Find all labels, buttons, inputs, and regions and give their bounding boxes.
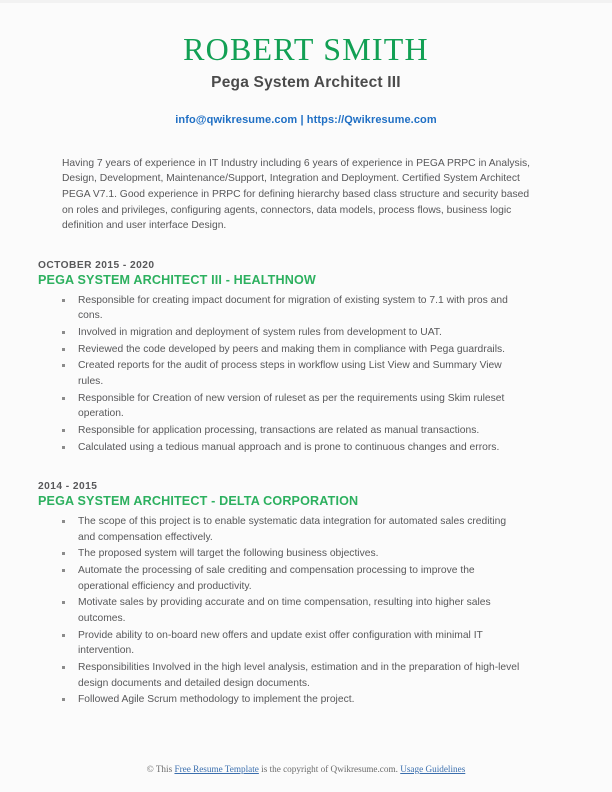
summary-paragraph: Having 7 years of experience in IT Industry including 6 years of experience in PEGA PRPC in Analysis, Design, Development, Maintenance/Support, Integration and Deployment. Certified System Architect PEGA V7.1. Good experience in PRPC for defining hierarchy based class structure and security based on roles and privileges, configuring agents, connectors, data models, process flows, business logic definition and user interface Design. (62, 157, 530, 232)
contact-website[interactable]: https://Qwikresume.com (306, 113, 437, 126)
footer-prefix: © This (146, 764, 173, 774)
list-item: Motivate sales by providing accurate and on time compensation, resulting into higher sales outcomes. (38, 595, 574, 626)
resume-header (38, 3, 574, 126)
experience-role: PEGA SYSTEM ARCHITECT - DELTA CORPORATION (38, 494, 359, 509)
list-item: Reviewed the code developed by peers and making them in compliance with Pega guardrails. (38, 342, 574, 358)
experience-bullet-list (38, 514, 574, 708)
experience-entry (38, 481, 574, 708)
contact-separator: | (300, 113, 304, 126)
experience-dates: 2014 - 2015 (38, 481, 98, 493)
page-footer (0, 764, 612, 774)
list-item: Responsible for Creation of new version of ruleset as per the requirements using Skim ruleset operation. (38, 391, 574, 422)
list-item: Automate the processing of sale crediting and compensation processing to improve the operational efficiency and productivity. (38, 563, 574, 594)
list-item: Provide ability to on-board new offers and update exist offer configuration with minimal IT intervention. (38, 628, 574, 659)
experience-entry (38, 260, 574, 455)
candidate-name: ROBERT SMITH (183, 31, 429, 67)
list-item: Followed Agile Scrum methodology to implement the project. (38, 692, 574, 708)
contact-email[interactable]: info@qwikresume.com (175, 113, 298, 126)
free-resume-template-link[interactable]: Free Resume Template (174, 764, 259, 774)
list-item: The scope of this project is to enable systematic data integration for automated sales crediting and compensation effectively. (38, 514, 574, 545)
experience-dates: OCTOBER 2015 - 2020 (38, 259, 155, 271)
list-item: Involved in migration and deployment of system rules from development to UAT. (38, 325, 574, 341)
footer-middle-text: is the copyright of Qwikresume.com. (261, 764, 398, 774)
list-item: Responsible for application processing, transactions are related as manual transactions. (38, 423, 574, 439)
resume-content (0, 3, 612, 708)
list-item: Calculated using a tedious manual approach and is prone to continuous changes and errors. (38, 440, 574, 456)
list-item: Created reports for the audit of process steps in workflow using List View and Summary View rules. (38, 358, 574, 389)
experience-bullet-list (38, 293, 574, 455)
usage-guidelines-link[interactable]: Usage Guidelines (400, 764, 466, 774)
candidate-job-title: Pega System Architect III (211, 73, 401, 91)
list-item: Responsible for creating impact document for migration of existing system to 7.1 with pros and cons. (38, 293, 574, 324)
contact-line (38, 114, 574, 126)
list-item: The proposed system will target the following business objectives. (38, 546, 574, 562)
list-item: Responsibilities Involved in the high level analysis, estimation and in the preparation of high-level design documents and detailed design documents. (38, 660, 574, 691)
experience-role: PEGA SYSTEM ARCHITECT III - HEALTHNOW (38, 272, 316, 287)
